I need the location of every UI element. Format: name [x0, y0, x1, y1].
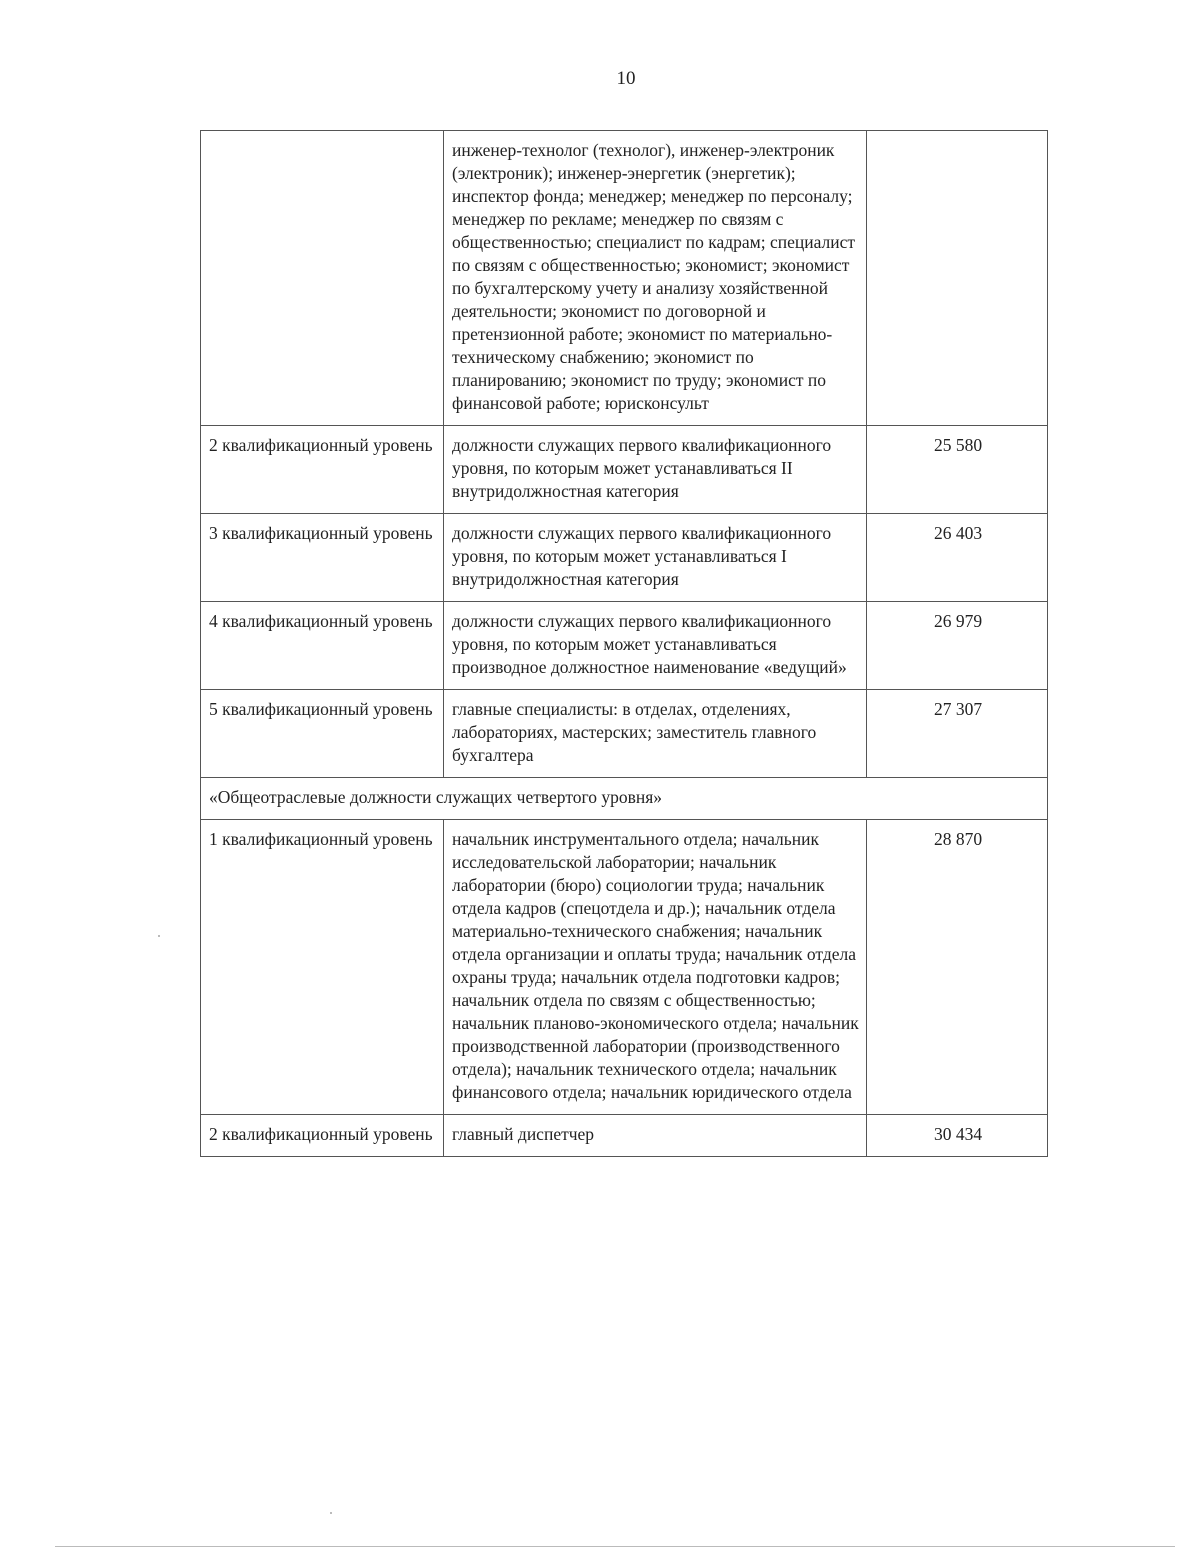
salary-table: [200, 130, 1048, 1157]
table-row: [201, 820, 1048, 1115]
salary-cell: 26 979: [867, 602, 1048, 690]
scan-artifact-line: [55, 1546, 1175, 1547]
positions-cell: должности служащих первого квалификационного уровня, по которым может устанавливаться производное должностное наименование «ведущий»: [444, 602, 867, 690]
scan-artifact-dot: [330, 1512, 332, 1514]
scan-artifact-dot: [158, 935, 160, 937]
level-cell: 2 квалификационный уровень: [201, 1115, 444, 1157]
salary-cell: 25 580: [867, 426, 1048, 514]
positions-cell: инженер-технолог (технолог), инженер-электроник (электроник); инженер-энергетик (энергетик); инспектор фонда; менеджер; менеджер по персоналу; менеджер по рекламе; менеджер по связям с общественностью; специалист по кадрам; специалист по связям с общественностью; экономист; экономист по бухгалтерскому учету и анализу хозяйственной деятельности; экономист по договорной и претензионной работе; экономист по материально-техническому снабжению; экономист по планированию; экономист по труду; экономист по финансовой работе; юрисконсульт: [444, 131, 867, 426]
level-cell: 3 квалификационный уровень: [201, 514, 444, 602]
level-cell: 5 квалификационный уровень: [201, 690, 444, 778]
salary-cell: [867, 131, 1048, 426]
salary-cell: 26 403: [867, 514, 1048, 602]
level-cell: 2 квалификационный уровень: [201, 426, 444, 514]
positions-cell: начальник инструментального отдела; начальник исследовательской лаборатории; начальник лаборатории (бюро) социологии труда; начальник отдела кадров (спецотдела и др.); начальник отдела материально-технического снабжения; начальник отдела организации и оплаты труда; начальник отдела охраны труда; начальник отдела подготовки кадров; начальник отдела по связям с общественностью; начальник планово-экономического отдела; начальник производственной лаборатории (производственного отдела); начальник технического отдела; начальник финансового отдела; начальник юридического отдела: [444, 820, 867, 1115]
page-number: 10: [616, 68, 636, 89]
table-row: [201, 131, 1048, 426]
group-heading: «Общеотраслевые должности служащих четвертого уровня»: [201, 778, 1048, 820]
positions-cell: должности служащих первого квалификационного уровня, по которым может устанавливаться I внутридолжностная категория: [444, 514, 867, 602]
table-row: [201, 426, 1048, 514]
positions-cell: должности служащих первого квалификационного уровня, по которым может устанавливаться II внутридолжностная категория: [444, 426, 867, 514]
level-cell: [201, 131, 444, 426]
table-row: [201, 602, 1048, 690]
table-row: [201, 1115, 1048, 1157]
positions-cell: главный диспетчер: [444, 1115, 867, 1157]
salary-cell: 27 307: [867, 690, 1048, 778]
level-cell: 1 квалификационный уровень: [201, 820, 444, 1115]
group-heading-row: [201, 778, 1048, 820]
salary-cell: 30 434: [867, 1115, 1048, 1157]
salary-cell: 28 870: [867, 820, 1048, 1115]
level-cell: 4 квалификационный уровень: [201, 602, 444, 690]
table-row: [201, 514, 1048, 602]
positions-cell: главные специалисты: в отделах, отделениях, лабораториях, мастерских; заместитель главного бухгалтера: [444, 690, 867, 778]
table-row: [201, 690, 1048, 778]
